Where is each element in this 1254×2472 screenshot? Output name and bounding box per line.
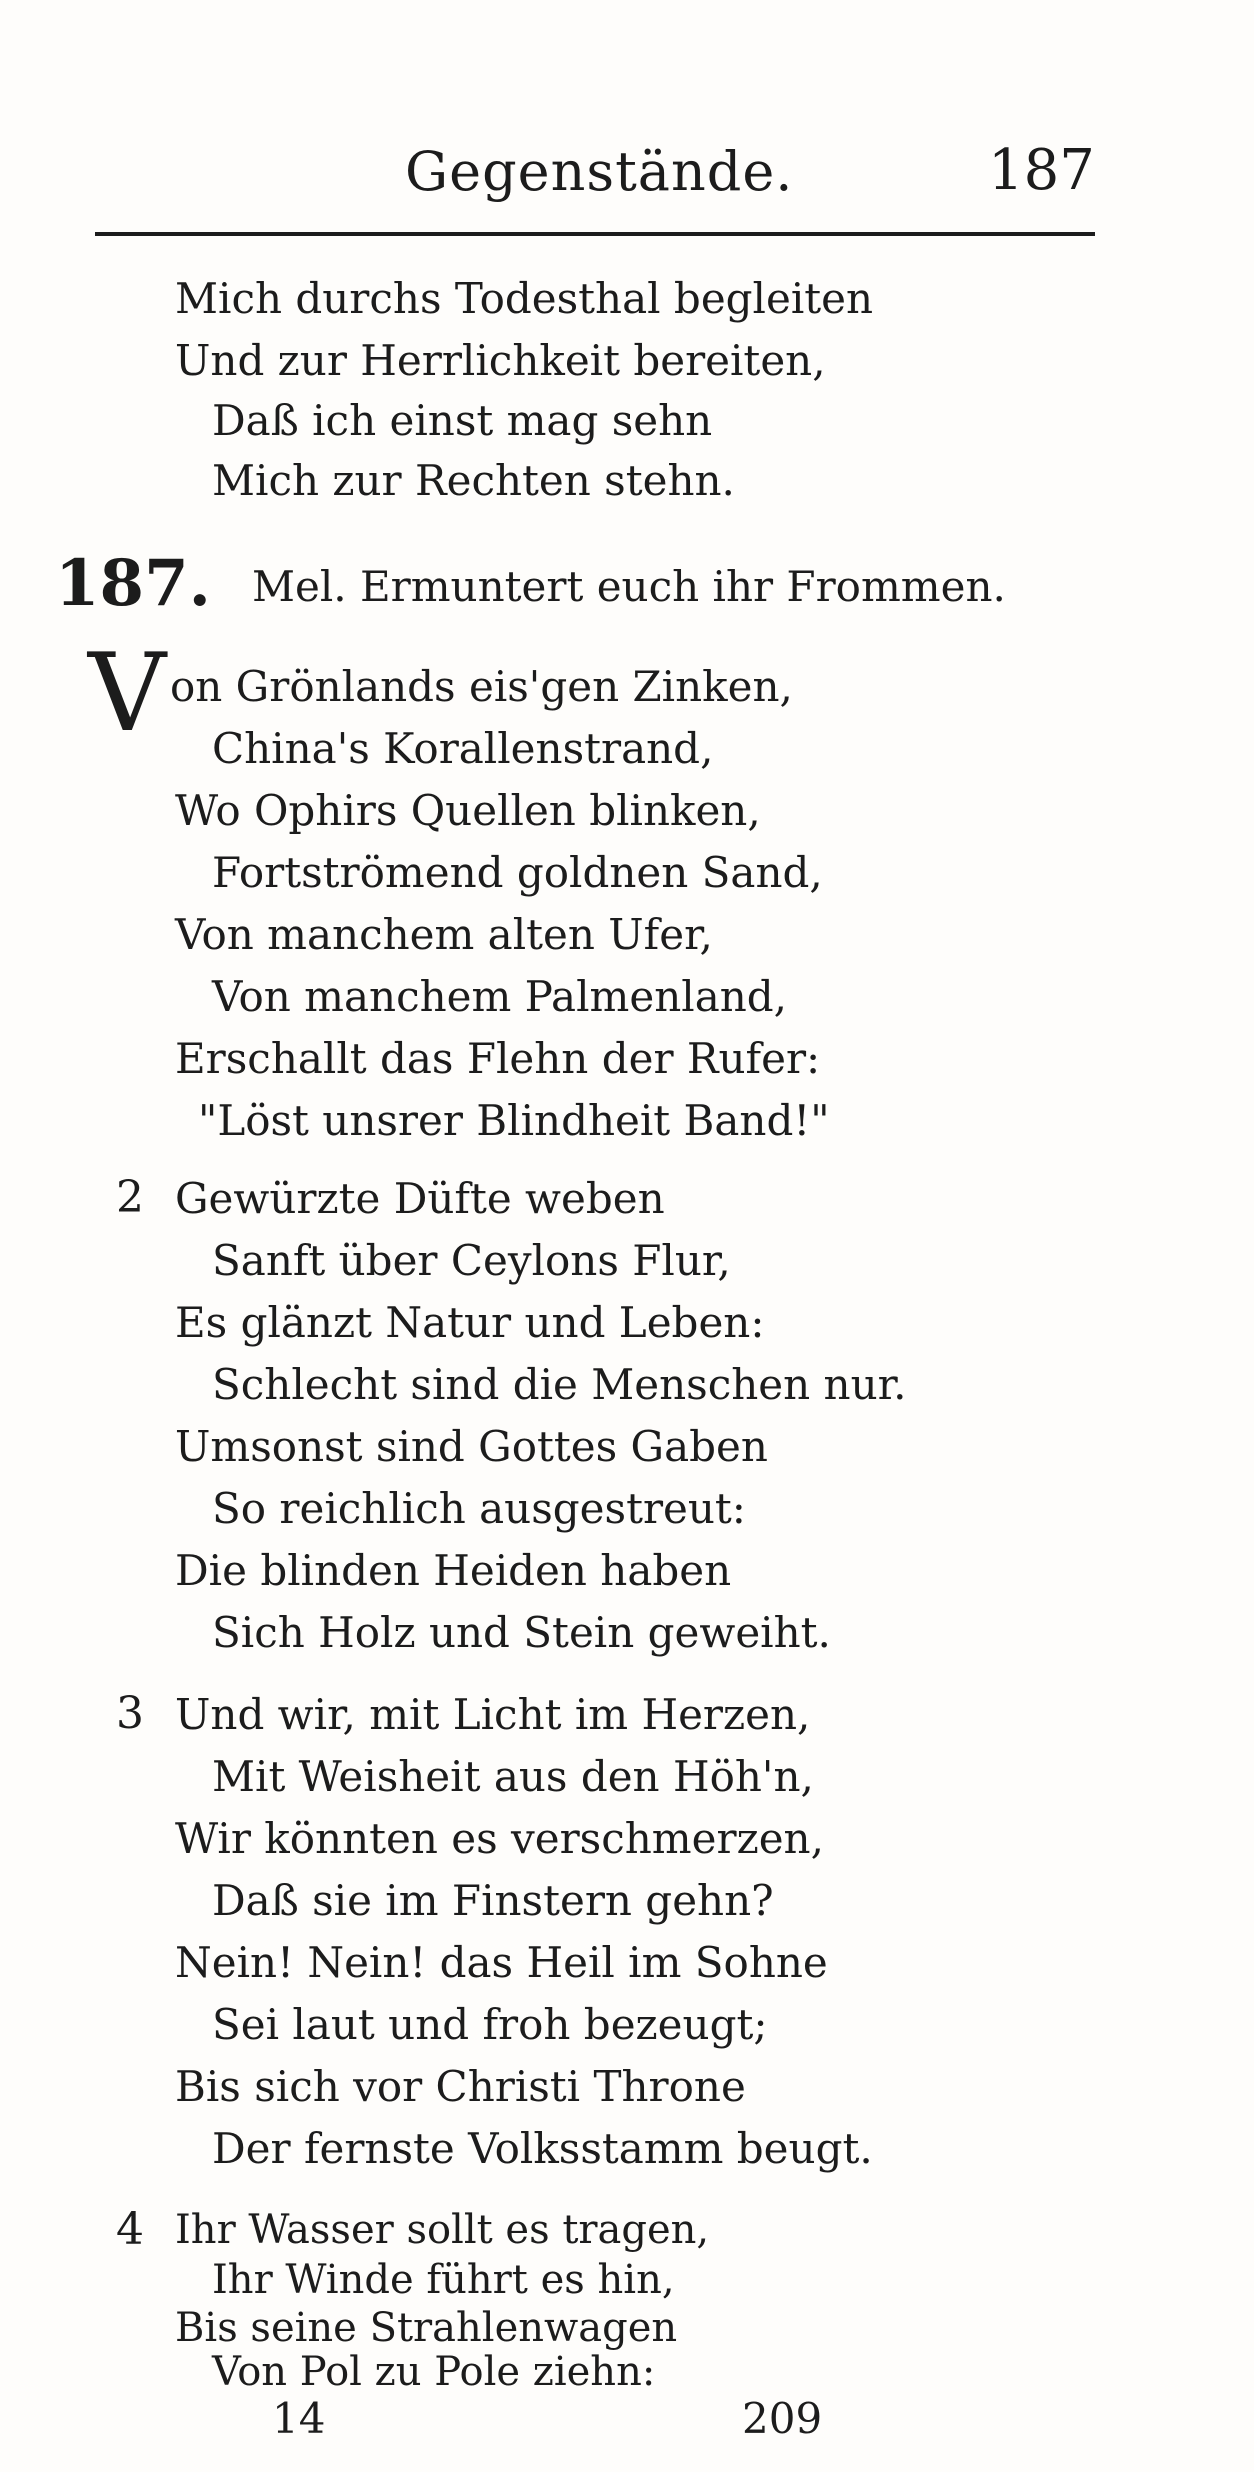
- verse-3-number: 3: [116, 1688, 144, 1739]
- verse-2-line: Es glänzt Natur und Leben:: [175, 1298, 765, 1347]
- verse-1-line: Von manchem alten Ufer,: [175, 910, 713, 959]
- signature-mark: 14: [272, 2394, 326, 2443]
- verse-4-number: 4: [116, 2204, 144, 2255]
- verse-4-line: Ihr Wasser sollt es tragen,: [175, 2207, 710, 2253]
- header-rule: [95, 232, 1095, 236]
- verse-3-line: Der fernste Volksstamm beugt.: [212, 2124, 873, 2173]
- verse-2-line: Schlecht sind die Menschen nur.: [212, 1360, 907, 1409]
- verse-3-line: Sei laut und froh bezeugt;: [212, 2000, 768, 2049]
- verse-3-line: Bis sich vor Christi Throne: [175, 2062, 746, 2111]
- verse-3-line: Daß sie im Finstern gehn?: [212, 1876, 774, 1925]
- melody-line: Mel. Ermuntert euch ihr Frommen.: [252, 562, 1006, 611]
- verse-2-line: Umsonst sind Gottes Gaben: [175, 1422, 768, 1471]
- verse-3-line: Nein! Nein! das Heil im Sohne: [175, 1938, 828, 1987]
- verse-2-line: Die blinden Heiden haben: [175, 1546, 732, 1595]
- verse-2-line: Sich Holz und Stein geweiht.: [212, 1608, 831, 1657]
- previous-hymn-line: Daß ich einst mag sehn: [212, 396, 713, 445]
- folio-number: 209: [742, 2394, 823, 2443]
- verse-1-line: Erschallt das Flehn der Rufer:: [175, 1034, 821, 1083]
- verse-3-line: Wir könnten es verschmerzen,: [175, 1814, 824, 1863]
- verse-3-line: Und wir, mit Licht im Herzen,: [175, 1690, 811, 1739]
- verse-1-line: Wo Ophirs Quellen blinken,: [175, 786, 761, 835]
- verse-1-line: "Löst unsrer Blindheit Band!": [198, 1096, 830, 1145]
- drop-cap: V: [88, 631, 166, 756]
- hymn-number: 187.: [55, 546, 211, 621]
- verse-2-number: 2: [116, 1172, 144, 1223]
- previous-hymn-line: Mich zur Rechten stehn.: [212, 456, 735, 505]
- verse-1-line: Fortströmend goldnen Sand,: [212, 848, 823, 897]
- running-head-title: Gegenstände.: [405, 140, 794, 203]
- verse-1-line: Von manchem Palmenland,: [212, 972, 788, 1021]
- verse-1-line: on Grönlands eis'gen Zinken,: [170, 662, 793, 711]
- verse-2-line: So reichlich ausgestreut:: [212, 1484, 746, 1533]
- verse-3-line: Mit Weisheit aus den Höh'n,: [212, 1752, 814, 1801]
- verse-2-line: Gewürzte Düfte weben: [175, 1174, 665, 1223]
- previous-hymn-line: Mich durchs Todesthal begleiten: [175, 274, 874, 323]
- verse-1-line: China's Korallenstrand,: [212, 724, 714, 773]
- running-head-page-number: 187: [988, 138, 1095, 203]
- verse-4-line: Ihr Winde führt es hin,: [212, 2257, 675, 2303]
- verse-4-line: Von Pol zu Pole ziehn:: [212, 2349, 656, 2395]
- previous-hymn-line: Und zur Herrlichkeit bereiten,: [175, 336, 826, 385]
- verse-2-line: Sanft über Ceylons Flur,: [212, 1236, 731, 1285]
- verse-4-line: Bis seine Strahlenwagen: [175, 2305, 678, 2351]
